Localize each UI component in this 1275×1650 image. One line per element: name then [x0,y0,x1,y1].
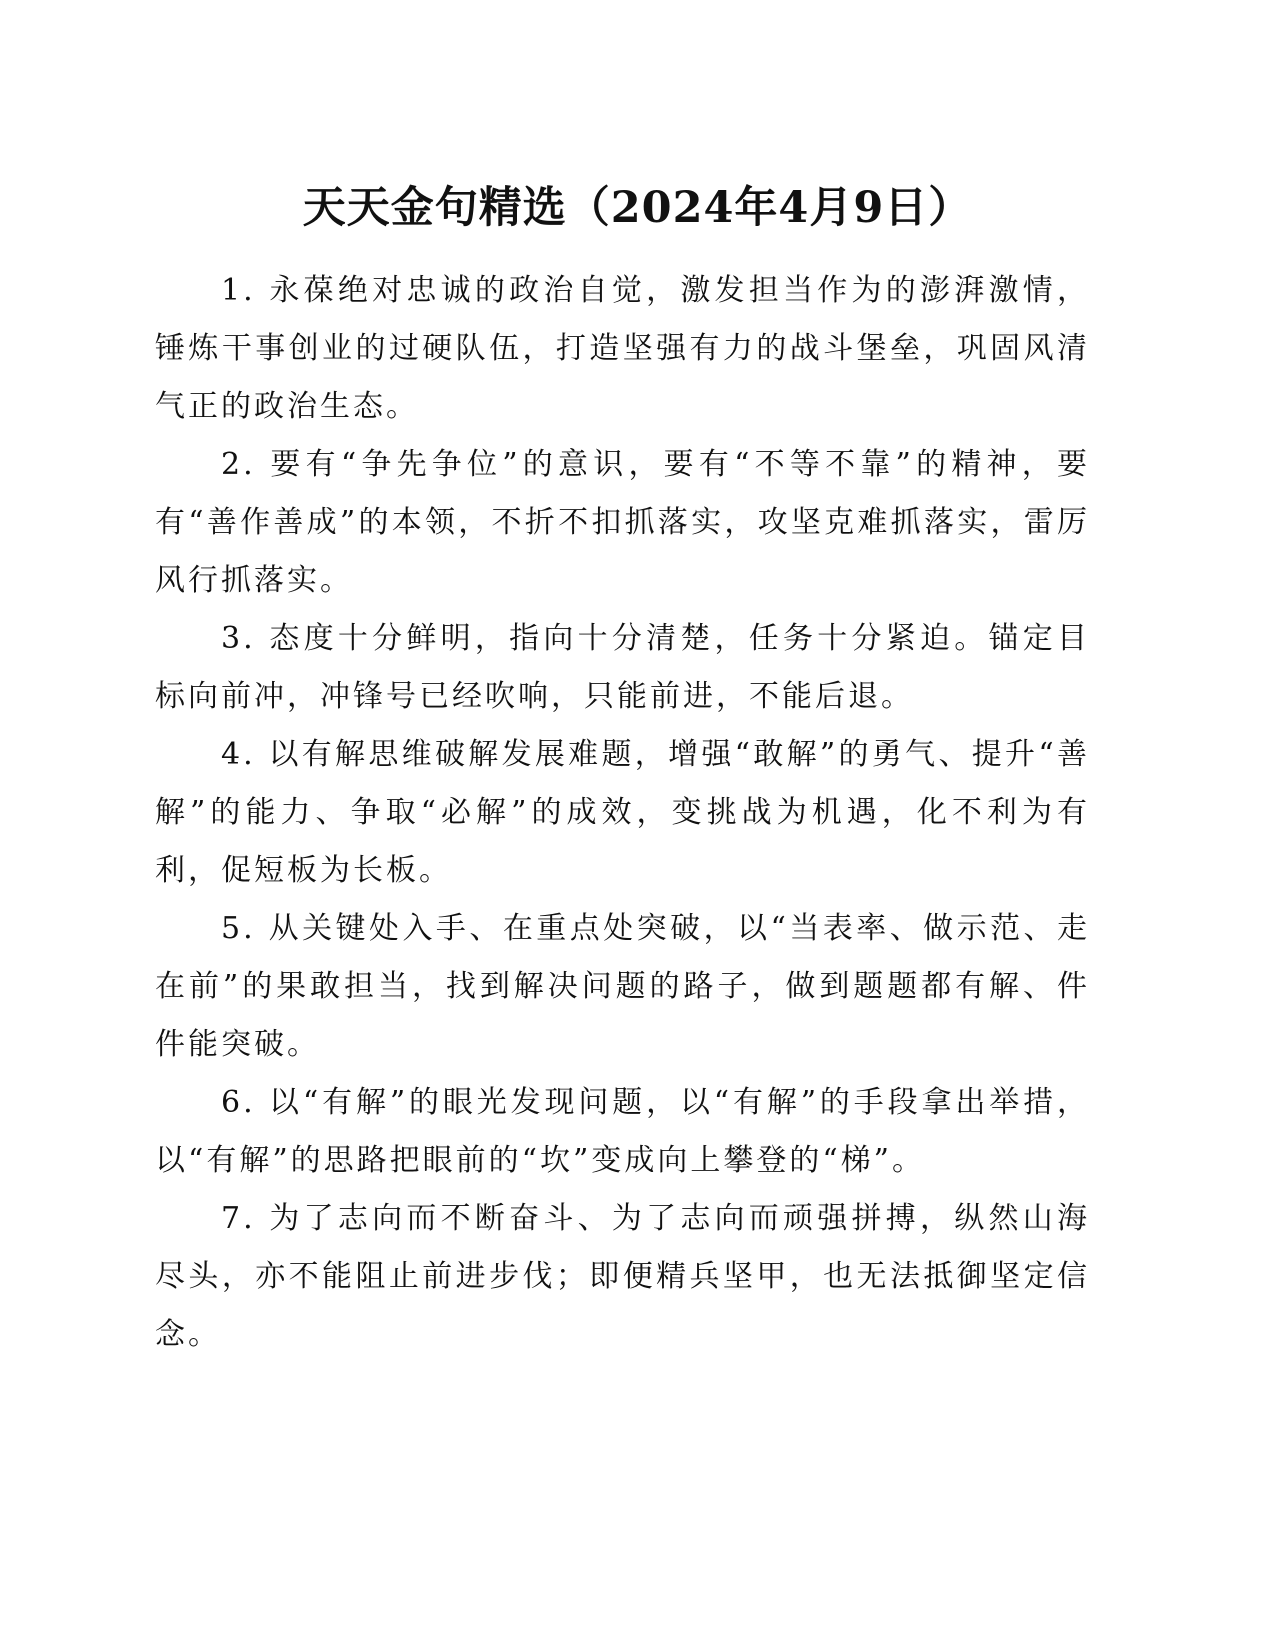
quote-paragraph-7: 7. 为了志向而不断奋斗、为了志向而顽强拼搏，纵然山海尽头，亦不能阻止前进步伐；即便精兵坚甲，也无法抵御坚定信念。 [155,1201,1090,1352]
document-title: 天天金句精选（2024年4月9日） [302,183,973,233]
quote-paragraph-1: 1. 永葆绝对忠诚的政治自觉，激发担当作为的澎湃激情，锤炼干事创业的过硬队伍，打造坚强有力的战斗堡垒，巩固风清气正的政治生态。 [155,273,1090,424]
quote-paragraph-6: 6. 以“有解”的眼光发现问题，以“有解”的手段拿出举措，以“有解”的思路把眼前的“坎”变成向上攀登的“梯”。 [155,1085,1090,1178]
document-body [155,262,1090,1364]
quote-paragraph-3: 3. 态度十分鲜明，指向十分清楚，任务十分紧迫。锚定目标向前冲，冲锋号已经吹响，只能前进，不能后退。 [155,621,1090,714]
quote-paragraph-4: 4. 以有解思维破解发展难题，增强“敢解”的勇气、提升“善解”的能力、争取“必解”的成效，变挑战为机遇，化不利为有利，促短板为长板。 [155,737,1090,888]
quote-paragraph-5: 5. 从关键处入手、在重点处突破，以“当表率、做示范、走在前”的果敢担当，找到解决问题的路子，做到题题都有解、件件能突破。 [155,911,1090,1062]
quote-paragraph-2: 2. 要有“争先争位”的意识，要有“不等不靠”的精神，要有“善作善成”的本领，不折不扣抓落实，攻坚克难抓落实，雷厉风行抓落实。 [155,447,1090,598]
